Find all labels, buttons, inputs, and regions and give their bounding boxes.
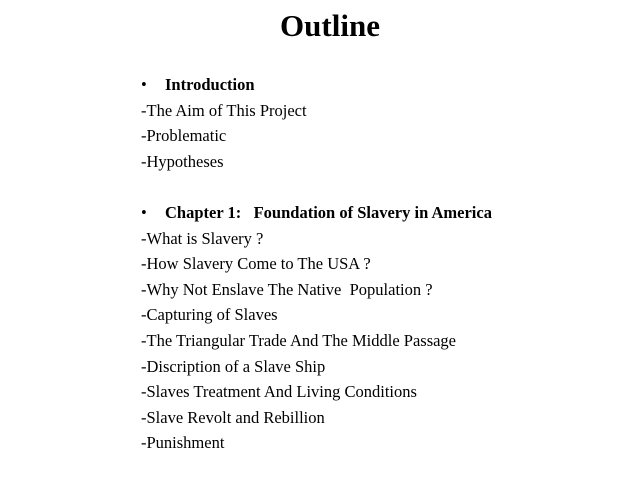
outline-item: -Capturing of Slaves: [141, 305, 278, 325]
section-spacer: [141, 174, 621, 200]
outline-item: -Hypotheses: [141, 151, 224, 171]
outline-item: -Why Not Enslave The Native Population ?: [141, 279, 433, 299]
section-heading-text: Chapter 1: Foundation of Slavery in America: [165, 202, 492, 222]
outline-item: -Slaves Treatment And Living Conditions: [141, 382, 417, 402]
section-heading-introduction: [141, 72, 621, 98]
outline-item: -Discription of a Slave Ship: [141, 356, 326, 376]
outline-item: -The Triangular Trade And The Middle Passage: [141, 330, 457, 350]
outline-item: -Slave Revolt and Rebillion: [141, 407, 325, 427]
bullet-icon: •: [141, 75, 147, 94]
outline-content: [141, 72, 621, 456]
section-heading-chapter-1: [141, 200, 621, 226]
outline-item: -Punishment: [141, 433, 225, 453]
section-heading-text: Introduction: [165, 75, 255, 94]
outline-item: -How Slavery Come to The USA ?: [141, 254, 371, 274]
outline-item: -The Aim of This Project: [141, 100, 307, 120]
outline-item: -Problematic: [141, 126, 227, 146]
bullet-icon: •: [141, 202, 147, 222]
slide-title: Outline: [280, 8, 380, 43]
outline-item: -What is Slavery ?: [141, 228, 264, 248]
